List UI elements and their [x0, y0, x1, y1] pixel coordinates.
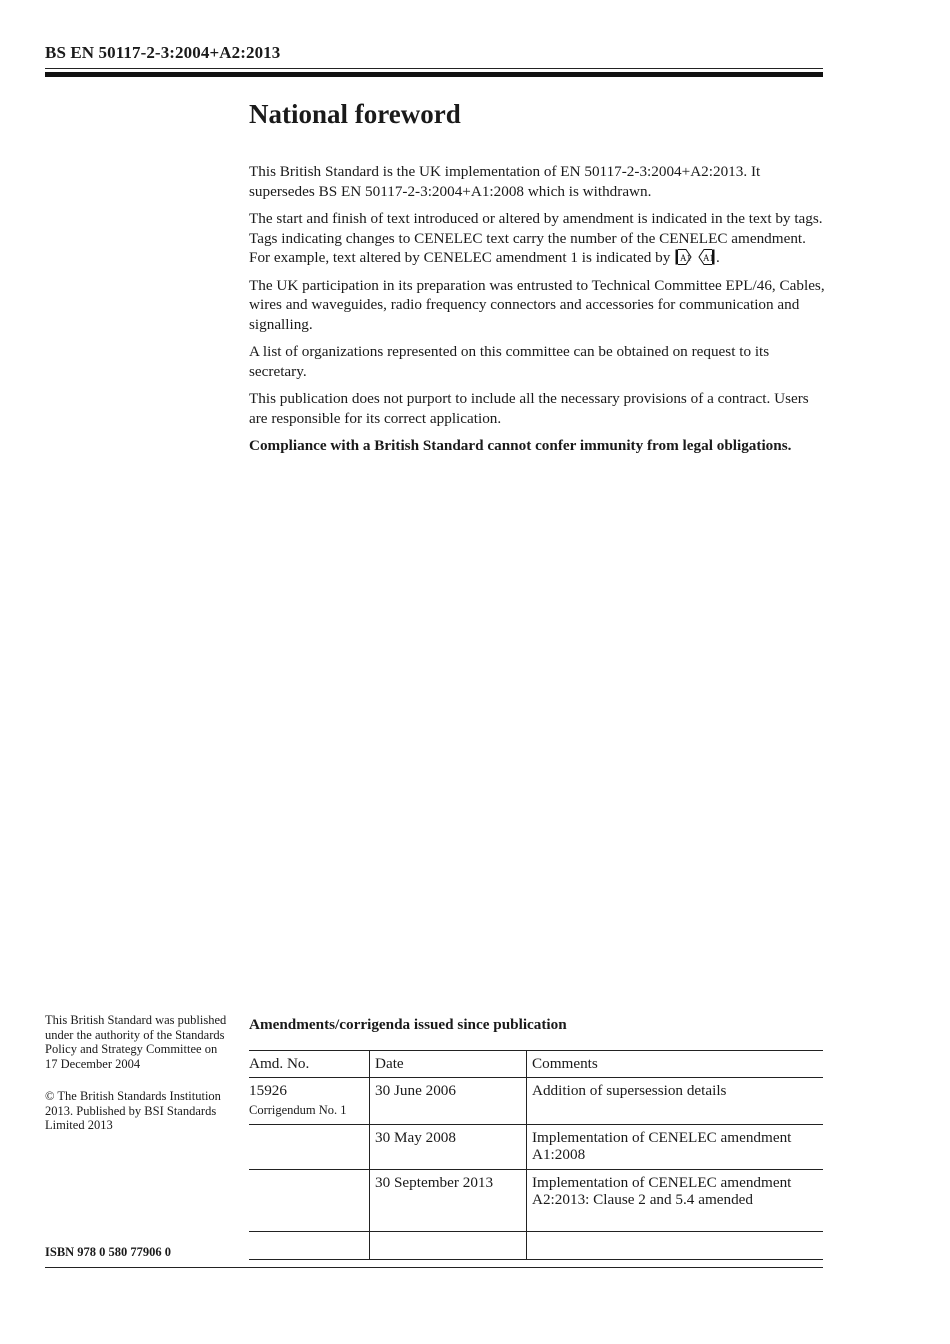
page-title: National foreword — [249, 99, 461, 129]
amendments-table — [249, 1050, 823, 1260]
document-identifier: BS EN 50117-2-3:2004+A2:2013 — [45, 43, 281, 62]
paragraph-compliance: Compliance with a British Standard cannot confer immunity from legal obligations. — [249, 437, 792, 454]
table-row — [249, 1232, 823, 1260]
isbn: ISBN 978 0 580 77906 0 — [45, 1245, 172, 1259]
amd-corrigendum-note: Corrigendum No. 1 — [249, 1103, 347, 1117]
paragraph-organizations: A list of organizations represented on this committee can be obtained on request to its secretary. — [249, 343, 770, 380]
cell-amd-no — [249, 1170, 370, 1232]
amd-number: 15926 — [249, 1082, 287, 1099]
cell-date: 30 May 2008 — [370, 1125, 527, 1170]
publication-sidebar — [45, 1013, 230, 1133]
paragraph-implementation: This British Standard is the UK implementation of EN 50117-2-3:2004+A2:2013. It supersedes BS EN 50117-2-3:2004+A1:2008 which is withdrawn. — [249, 163, 761, 200]
cell-date: 30 September 2013 — [370, 1170, 527, 1232]
close-tag-label: A1 — [702, 253, 714, 263]
paragraph-amendment-tags-text: The start and finish of text introduced or altered by amendment is indicated in the text by tags. Tags indicating changes to CENELEC text carry the number of the CENELEC amendment. For example, text altered by CENELEC amendment 1 is indicated by — [249, 210, 823, 266]
amendment-open-tag-icon — [675, 249, 692, 265]
amendments-heading: Amendments/corrigenda issued since publication — [249, 1016, 567, 1033]
paragraph-committee: The UK participation in its preparation was entrusted to Technical Committee EPL/46, Cables, wires and waveguides, radio frequency connectors and accessories for communication and signalling. — [249, 276, 825, 333]
foreword-body — [249, 162, 827, 464]
table-header-row — [249, 1051, 823, 1078]
cell-amd-no — [249, 1078, 370, 1125]
cell-comments: Implementation of CENELEC amendment A1:2008 — [527, 1125, 824, 1170]
copyright-note: © The British Standards Institution 2013. Published by BSI Standards Limited 2013 — [45, 1089, 221, 1132]
footer-rule — [45, 1267, 823, 1268]
cell-comments: Addition of supersession details — [527, 1078, 824, 1125]
header-rule-thick — [45, 72, 823, 77]
paragraph-amendment-tags-end: . — [715, 249, 720, 266]
publication-note: This British Standard was published under the authority of the Standards Policy and Strategy Committee on 17 December 2004 — [45, 1013, 227, 1071]
amendment-close-tag-icon — [698, 249, 715, 265]
cell-amd-no — [249, 1125, 370, 1170]
cell-date: 30 June 2006 — [370, 1078, 527, 1125]
cell-amd-no — [249, 1232, 370, 1260]
table-row — [249, 1078, 823, 1125]
paragraph-amendment-tags — [249, 209, 827, 268]
open-tag-label: A1 — [680, 253, 692, 263]
table-row — [249, 1170, 823, 1232]
header-rule-thin — [45, 68, 823, 69]
cell-date — [370, 1232, 527, 1260]
paragraph-provisions: This publication does not purport to include all the necessary provisions of a contract. Users are responsible for its correct application. — [249, 390, 809, 427]
column-header-date: Date — [370, 1051, 527, 1078]
cell-comments: Implementation of CENELEC amendment A2:2013: Clause 2 and 5.4 amended — [527, 1170, 824, 1232]
column-header-comments: Comments — [527, 1051, 824, 1078]
table-row — [249, 1125, 823, 1170]
column-header-amd-no: Amd. No. — [249, 1051, 370, 1078]
cell-comments — [527, 1232, 824, 1260]
